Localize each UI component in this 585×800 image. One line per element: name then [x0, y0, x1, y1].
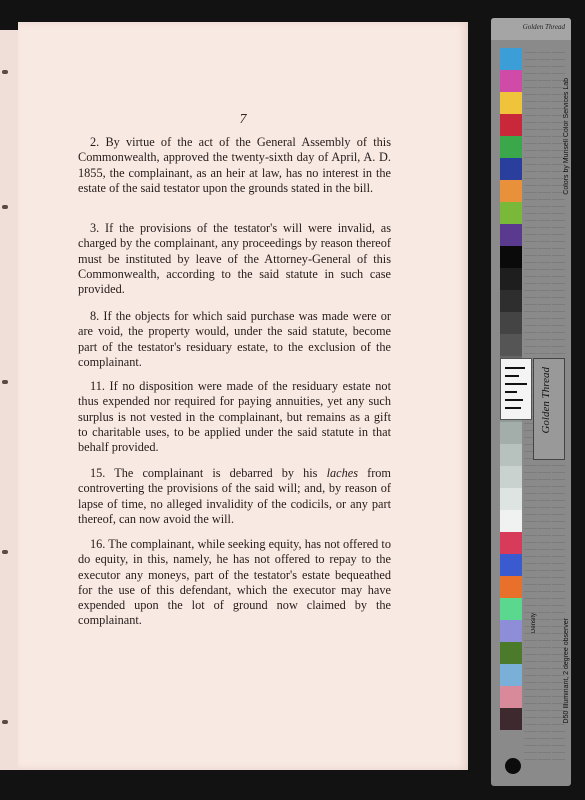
paragraph-2: 2. By virtue of the act of the General Assembly of this Commonwealth, approved the twenty-sixth day of April, A. D. 1855, the complainant, as an heir at law, has no interest in the estate of the said testator upon the grounds stated in the bill.	[78, 135, 391, 195]
label-card-bar	[505, 375, 519, 377]
color-patch	[500, 334, 522, 356]
observer-text: D50 Illuminant, 2 degree observer	[563, 618, 570, 724]
color-patch	[500, 114, 522, 136]
document-page	[18, 22, 468, 770]
binding-hole	[2, 550, 8, 554]
binding-hole	[2, 720, 8, 724]
color-patch	[500, 136, 522, 158]
density-label: Density	[531, 613, 537, 634]
color-patch	[500, 642, 522, 664]
page-number: 7	[239, 112, 247, 127]
label-card-bar	[505, 383, 527, 385]
color-patch	[500, 532, 522, 554]
color-target	[491, 18, 571, 786]
label-card-bar	[505, 391, 517, 393]
golden-thread-label	[533, 358, 565, 460]
color-patch	[500, 70, 522, 92]
paragraph-3: 3. If the provisions of the testator's will were invalid, as charged by the complainant, any proceedings by reason thereof must be instituted by leave of the Attorney-General of this Commonwealth, according to the said statute in such case provided.	[78, 221, 391, 297]
paragraph-11: 11. If no disposition were made of the residuary estate not thus expended nor required for paying annuities, yet any such surplus is not vested in the complainant, but remains as a gift to charitable uses, to be applied under the said statute in that behalf provided.	[78, 379, 391, 455]
color-target-hole	[505, 758, 521, 774]
paragraph-15	[78, 466, 391, 527]
color-target-header	[491, 18, 571, 40]
paragraph-15-italic-term: laches	[326, 466, 358, 480]
binding-hole	[2, 380, 8, 384]
color-patch	[500, 554, 522, 576]
color-patch	[500, 620, 522, 642]
color-patch	[500, 246, 522, 268]
color-target-label-card	[500, 358, 532, 420]
binding-hole	[2, 70, 8, 74]
binding-hole	[2, 205, 8, 209]
color-patch	[500, 312, 522, 334]
label-card-bar	[505, 407, 521, 409]
paragraph-16: 16. The complainant, while seeking equity, has not offered to do equity, in this, namely, he has not offered to repay to the executor any moneys, part of the testator's estate bequeathed for the use of this defendant, which the executor may have expended upon the lot of ground now claimed by the complainant.	[78, 537, 391, 628]
color-patch	[500, 686, 522, 708]
golden-thread-text: Golden Thread	[540, 367, 552, 434]
label-card-bar	[505, 399, 523, 401]
color-patch	[500, 92, 522, 114]
paragraph-8: 8. If the objects for which said purchase was made were or are void, the property would, under the said statute, become part of the testator's residuary estate, to the exclusion of the complainant.	[78, 309, 391, 369]
color-patch	[500, 466, 522, 488]
color-patch	[500, 510, 522, 532]
color-patch	[500, 202, 522, 224]
color-patch	[500, 708, 522, 730]
color-target-trademark: Golden Thread	[522, 23, 565, 31]
label-card-bar	[505, 367, 525, 369]
color-patch	[500, 224, 522, 246]
color-patch	[500, 268, 522, 290]
color-patch	[500, 598, 522, 620]
paragraph-15-text-end: from controverting the provisions of the said will; and, by reason of lapse of time, no alleged invalidity of the codicils, or any part thereof, can now avoid the will.	[78, 466, 391, 526]
color-patch	[500, 664, 522, 686]
color-patch	[500, 180, 522, 202]
color-patch	[500, 290, 522, 312]
color-patch	[500, 488, 522, 510]
color-target-brand-text: Colors by Munsell Color Services Lab	[563, 78, 570, 195]
color-patch	[500, 444, 522, 466]
color-patch	[500, 158, 522, 180]
color-patch	[500, 576, 522, 598]
color-patch	[500, 422, 522, 444]
color-patch	[500, 48, 522, 70]
paragraph-15-text-start: 15. The complainant is debarred by his	[90, 466, 327, 480]
